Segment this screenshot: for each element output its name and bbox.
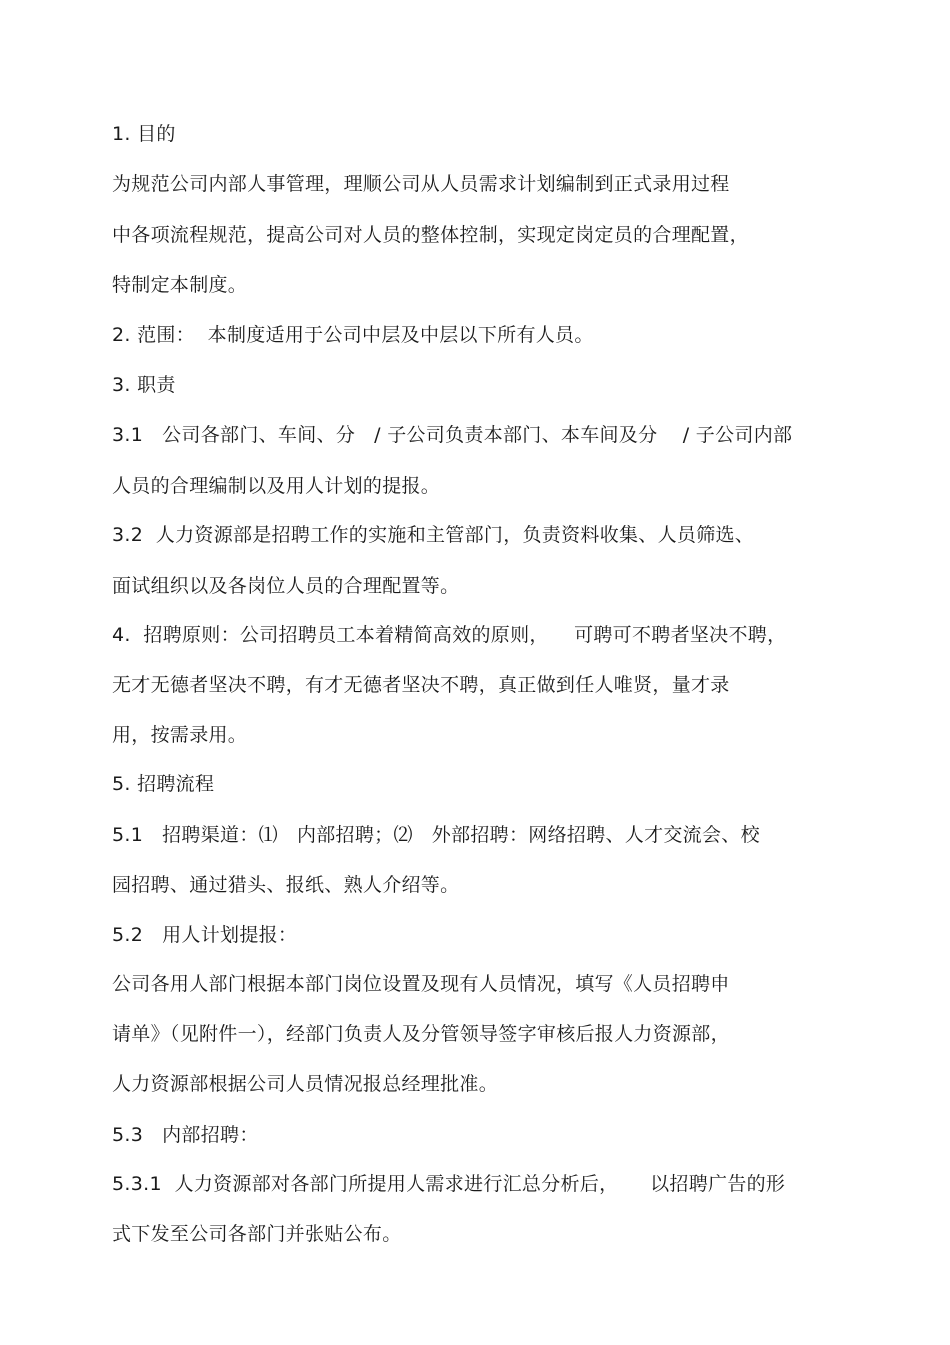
paragraph-line: 为规范公司内部人事管理，理顺公司从人员需求计划编制到正式录用过程 <box>112 173 730 195</box>
paragraph-line: 用，按需录用。 <box>112 724 248 746</box>
heading-recruitment-process: 5. 招聘流程 <box>112 773 215 795</box>
paragraph-line: 人员的合理编制以及用人计划的提报。 <box>112 475 441 497</box>
subheading-internal-recruitment: 5.3 内部招聘： <box>112 1124 259 1146</box>
paragraph-line: 式下发至公司各部门并张贴公布。 <box>112 1223 402 1245</box>
subheading-staffing-plan: 5.2 用人计划提报： <box>112 924 298 946</box>
paragraph-line: 无才无德者坚决不聘，有才无德者坚决不聘，真正做到任人唯贤，量才录 <box>112 674 730 696</box>
paragraph-line: 人力资源部根据公司人员情况报总经理批准。 <box>112 1073 499 1095</box>
paragraph-line: 公司各用人部门根据本部门岗位设置及现有人员情况，填写《人员招聘申 <box>112 973 730 995</box>
paragraph-line: 3.1 公司各部门、车间、分 / 子公司负责本部门、本车间及分 / 子公司内部 <box>112 424 793 446</box>
paragraph-line: 请单》（见附件一），经部门负责人及分管领导签字审核后报人力资源部， <box>112 1023 730 1045</box>
heading-principles: 4. 招聘原则：公司招聘员工本着精简高效的原则， 可聘可不聘者坚决不聘， <box>112 624 787 646</box>
paragraph-line: 园招聘、通过猎头、报纸、熟人介绍等。 <box>112 874 460 896</box>
paragraph-line: 中各项流程规范，提高公司对人员的整体控制，实现定岗定员的合理配置， <box>112 224 749 246</box>
paragraph-line: 5.1 招聘渠道：⑴ 内部招聘；⑵ 外部招聘：网络招聘、人才交流会、校 <box>112 824 760 846</box>
heading-purpose: 1. 目的 <box>112 123 176 145</box>
paragraph-line: 5.3.1 人力资源部对各部门所提用人需求进行汇总分析后， 以招聘广告的形 <box>112 1173 786 1195</box>
heading-scope: 2. 范围： 本制度适用于公司中层及中层以下所有人员。 <box>112 324 594 346</box>
heading-responsibilities: 3. 职责 <box>112 374 176 396</box>
paragraph-line: 3.2 人力资源部是招聘工作的实施和主管部门，负责资料收集、人员筛选、 <box>112 524 755 546</box>
paragraph-line: 特制定本制度。 <box>112 274 248 296</box>
paragraph-line: 面试组织以及各岗位人员的合理配置等。 <box>112 575 460 597</box>
